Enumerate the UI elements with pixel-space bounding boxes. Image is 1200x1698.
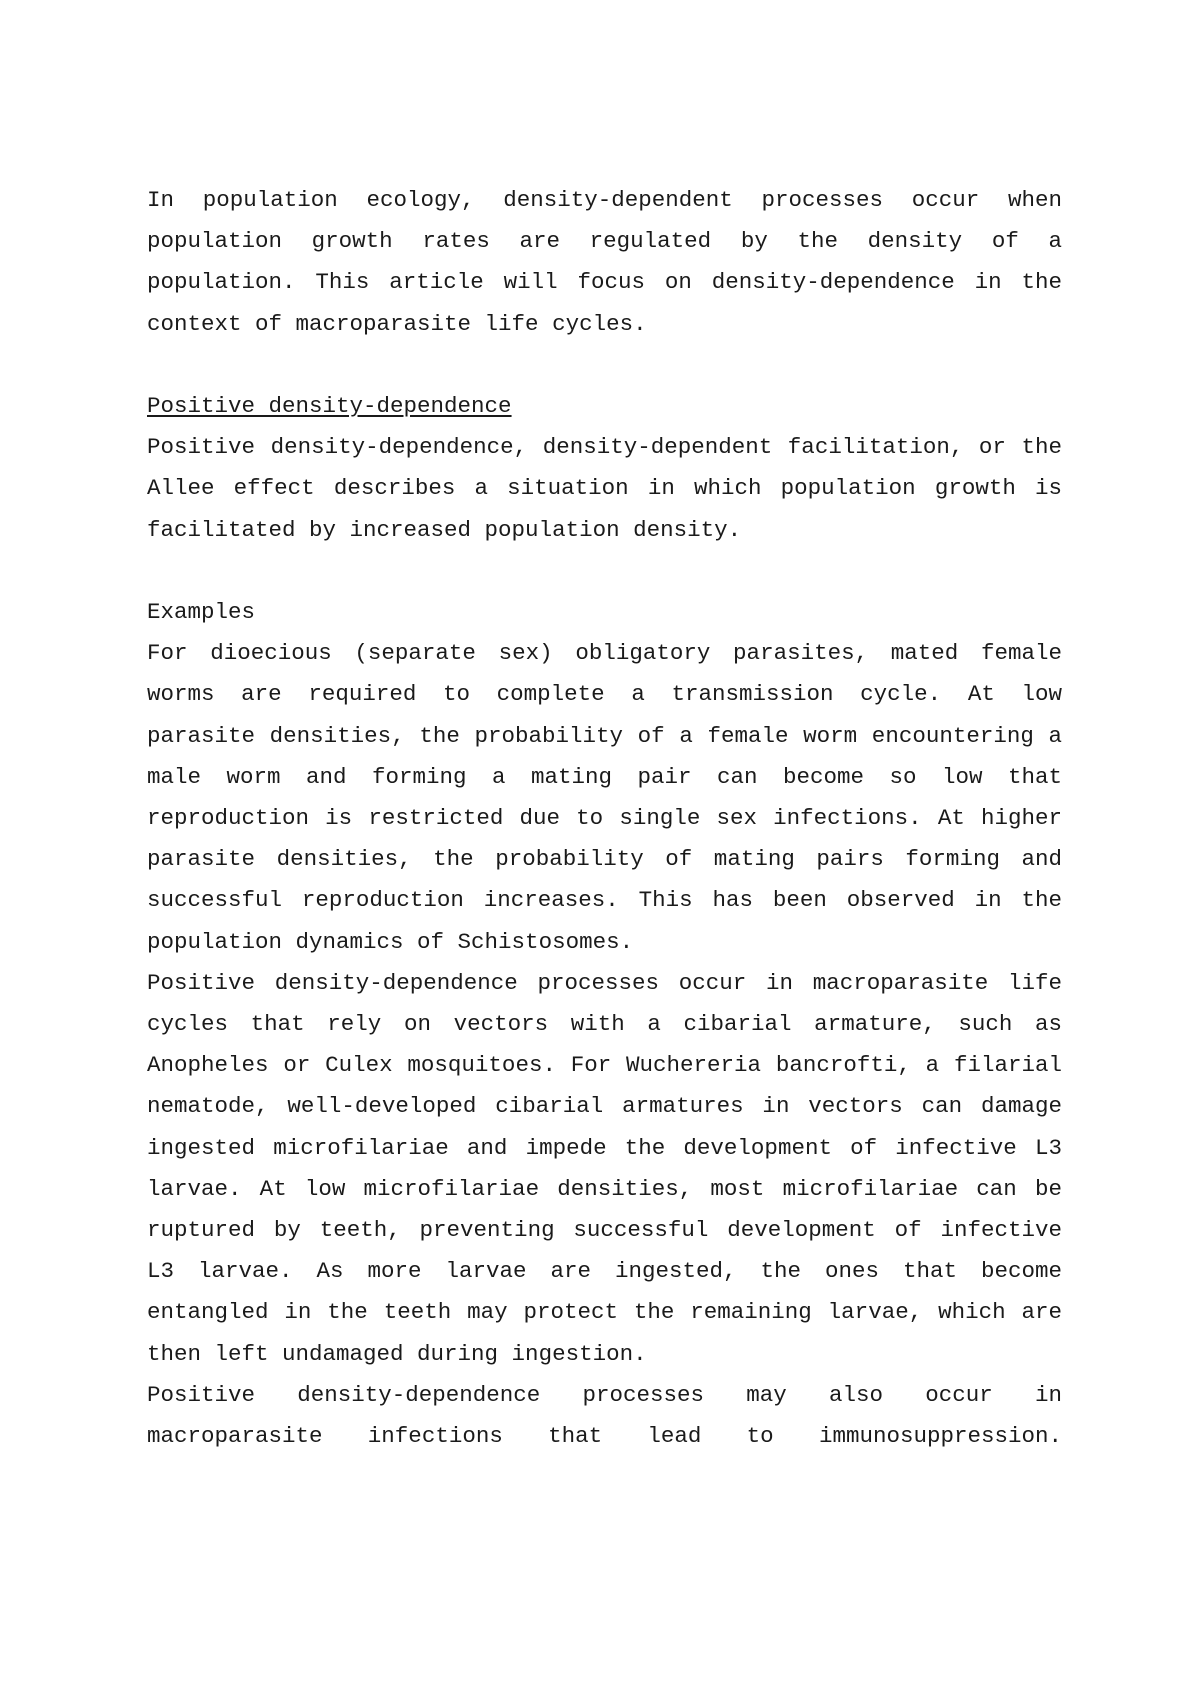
positive-density-dependence-paragraph: Positive density-dependence, density-dependent facilitation, or the Allee effect describes a situation in which population growth is facilitated by increased population density. xyxy=(147,434,1062,543)
paragraph-gap xyxy=(147,345,1062,386)
section-heading-positive-density-dependence: Positive density-dependence xyxy=(147,393,512,419)
examples-paragraph-cibarial-armature: Positive density-dependence processes occur in macroparasite life cycles that rely on vectors with a cibarial armature, such as Anopheles or Culex mosquitoes. For Wuchereria bancrofti, a filarial nematode, well-developed cibarial armatures in vectors can damage ingested microfilariae and impede the development of infective L3 larvae. At low microfilariae densities, most microfilariae can be ruptured by teeth, preventing successful development of infective L3 larvae. As more larvae are ingested, the ones that become entangled in the teeth may protect the remaining larvae, which are then left undamaged during ingestion. xyxy=(147,969,1062,1367)
examples-paragraph-dioecious: For dioecious (separate sex) obligatory parasites, mated female worms are required to complete a transmission cycle. At low parasite densities, the probability of a female worm encountering a male worm and forming a mating pair can become so low that reproduction is restricted due to single sex infections. At higher parasite densities, the probability of mating pairs forming and successful reproduction increases. This has been observed in the population dynamics of Schistosomes. xyxy=(147,640,1062,955)
examples-paragraph-immunosuppression: Positive density-dependence processes may also occur in macroparasite infections that lead to immunosuppression. xyxy=(147,1381,1062,1450)
paragraph-gap xyxy=(147,551,1062,592)
intro-paragraph: In population ecology, density-dependent processes occur when population growth rates are regulated by the density of a population. This article will focus on density-dependence in the context of macroparasite life cycles. xyxy=(147,187,1062,337)
document-page xyxy=(147,180,1062,1457)
section-heading-examples: Examples xyxy=(147,599,256,625)
